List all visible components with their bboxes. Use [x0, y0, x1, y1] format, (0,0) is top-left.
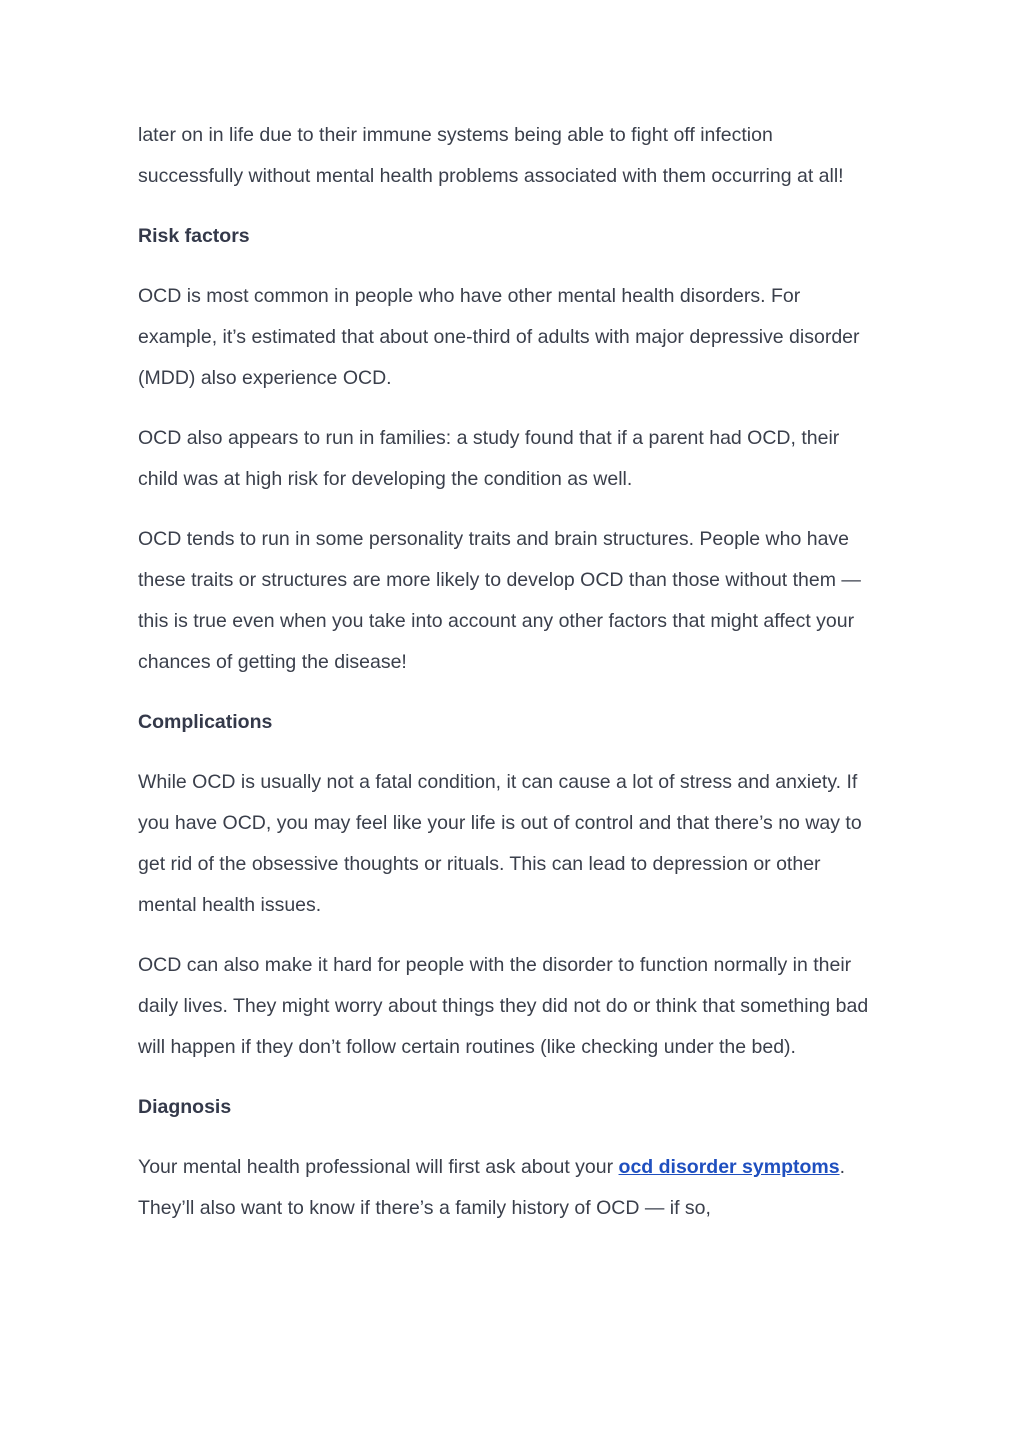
- paragraph-complications-1: While OCD is usually not a fatal condition, it can cause a lot of stress and anxiety. If you have OCD, you may feel like your life is out of control and that there’s no way to get rid of the obsessive thoughts or rituals. This can lead to depression or other mental health issues.: [138, 771, 862, 916]
- heading-complications: Complications: [138, 711, 273, 733]
- ocd-symptoms-link[interactable]: ocd disorder symptoms: [618, 1156, 840, 1178]
- paragraph-complications-2: OCD can also make it hard for people with the disorder to function normally in their daily lives. They might worry about things they did not do or think that something bad will happen if they don’t follow certain routines (like checking under the bed).: [138, 954, 869, 1058]
- paragraph-risk-1: OCD is most common in people who have other mental health disorders. For example, it’s estimated that about one-third of adults with major depressive disorder (MDD) also experience OCD.: [138, 285, 860, 389]
- paragraph-intro: later on in life due to their immune systems being able to fight off infection successfully without mental health problems associated with them occurring at all!: [138, 124, 844, 187]
- paragraph-risk-2: OCD also appears to run in families: a study found that if a parent had OCD, their child was at high risk for developing the condition as well.: [138, 427, 840, 490]
- article-body: [138, 115, 878, 1248]
- heading-risk-factors: Risk factors: [138, 225, 250, 247]
- paragraph-diagnosis-1: [138, 1147, 878, 1229]
- heading-diagnosis: Diagnosis: [138, 1096, 232, 1118]
- diagnosis-text-after: . They’ll also want to know if there’s a family history of OCD — if so,: [138, 1156, 846, 1219]
- diagnosis-text-before: Your mental health professional will first ask about your: [138, 1156, 619, 1178]
- paragraph-risk-3: OCD tends to run in some personality traits and brain structures. People who have these traits or structures are more likely to develop OCD than those without them — this is true even when you take into account any other factors that might affect your chances of getting the disease!: [138, 528, 861, 673]
